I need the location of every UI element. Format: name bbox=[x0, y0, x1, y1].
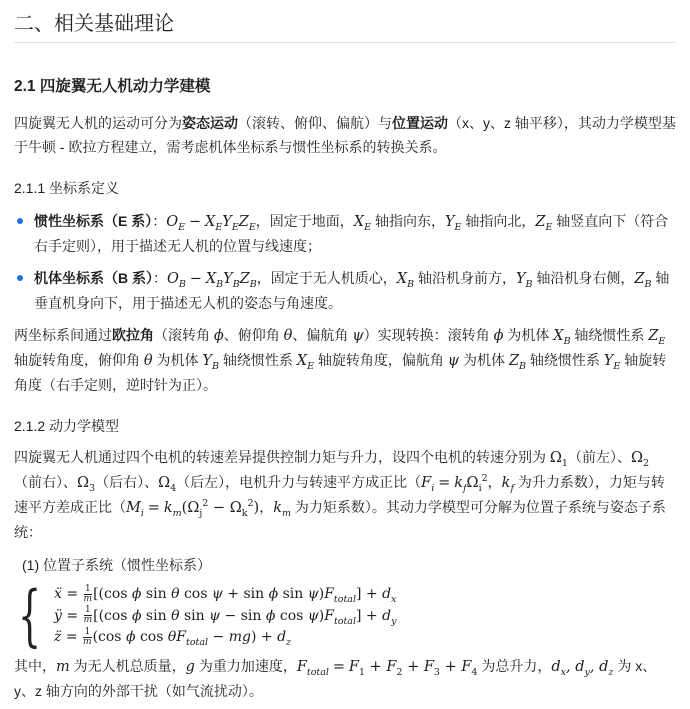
closing-paragraph: 其中，m 为无人机总质量，g 为重力加速度，$F_{total} = F_1 + F_2 + F_3 + F_4$ 为总升力，$d_x$, $d_y$, $d_z$ 为 x、y、z 轴方向的外部干扰（如气流扰动）。 bbox=[14, 658, 657, 699]
list-item-body-frame: 机体坐标系（B 系）：$O_B - X_BY_BZ_B$，固定于无人机质心，$X_B$ 轴沿机身前方，$Y_B$ 轴沿机身右侧，$Z_B$ 轴垂直机身向下，用于描述无人机的姿态与角速度。 bbox=[14, 266, 676, 315]
equation-block bbox=[18, 577, 676, 654]
bullet-icon bbox=[17, 275, 23, 281]
left-brace: { bbox=[18, 577, 42, 654]
heading-dynamics-model: 2.1.2 动力学模型 bbox=[14, 418, 120, 434]
heading-coordinate-systems: 2.1.1 坐标系定义 bbox=[14, 180, 120, 196]
equation-z: z̈ = $\frac{1}{m}$ (cos ϕ $\cos \theta F_{total} - mg) + d_z$ bbox=[54, 626, 292, 648]
intro-paragraph: 四旋翼无人机的运动可分为姿态运动（滚转、俯仰、偏航）与位置运动（x、y、z 轴平移），其动力学模型基于牛顿 - 欧拉方程建立，需考虑机体坐标系与惯性坐标系的转换关系。 bbox=[14, 115, 676, 155]
coordinate-list bbox=[14, 209, 676, 315]
euler-paragraph: 两坐标系间通过欧拉角（滚转角 ϕ、俯仰角 θ、偏航角 ψ）实现转换：滚转角 ϕ 为机体 $X_B$ 轴绕惯性系 $Z_E$ 轴旋转角度，俯仰角 θ 为机体 $Y_B$ 轴绕惯性系 $X_E$ 轴旋转角度，偏航角 ψ 为机体 $Z_B$ 轴绕惯性系 $Y_E$ 轴旋转角度（右手定则，逆时针为正）。 bbox=[14, 327, 667, 393]
bullet-icon bbox=[17, 218, 23, 224]
equation-y: ÿ = $\frac{1}{m}$ [(cos ϕ sin θ sin ψ − sin ϕ $\cos \psi)F_{total}] + d_y$ bbox=[54, 605, 397, 627]
section-heading: 二、相关基础理论 bbox=[14, 10, 676, 43]
position-subsystem-heading: (1) 位置子系统（惯性坐标系） bbox=[22, 557, 211, 573]
equation-x: ẍ = $\frac{1}{m}$ [(cos ϕ sin θ cos ψ + sin ϕ $\sin \psi)F_{total}] + d_x$ bbox=[54, 583, 397, 605]
list-item-inertial-frame: 惯性坐标系（E 系）：$O_E - X_EY_EZ_E$，固定于地面，$X_E$ 轴指向东，$Y_E$ 轴指向北，$Z_E$ 轴竖直向下（符合右手定则），用于描述无人机的位置与线速度； bbox=[14, 209, 676, 258]
dynamics-paragraph: 四旋翼无人机通过四个电机的转速差异提供控制力矩与升力，设四个电机的转速分别为 $\Omega_1$（前左）、$\Omega_2$（前右）、$\Omega_3$（后右）、$\Omega_4$（后左），电机升力与转速平方成正比（$F_i = k_f\Omega_i^2$，$k_f$ 为升力系数），力矩与转速平方差成正比（$M_i = k_m(\Omega_j^2 - \Omega_k^2)$，$k_m$ 为力矩系数）。其动力学模型可分解为位置子系统与姿态子系统： bbox=[14, 449, 666, 540]
subsection-heading: 2.1 四旋翼无人机动力学建模 bbox=[14, 78, 211, 95]
